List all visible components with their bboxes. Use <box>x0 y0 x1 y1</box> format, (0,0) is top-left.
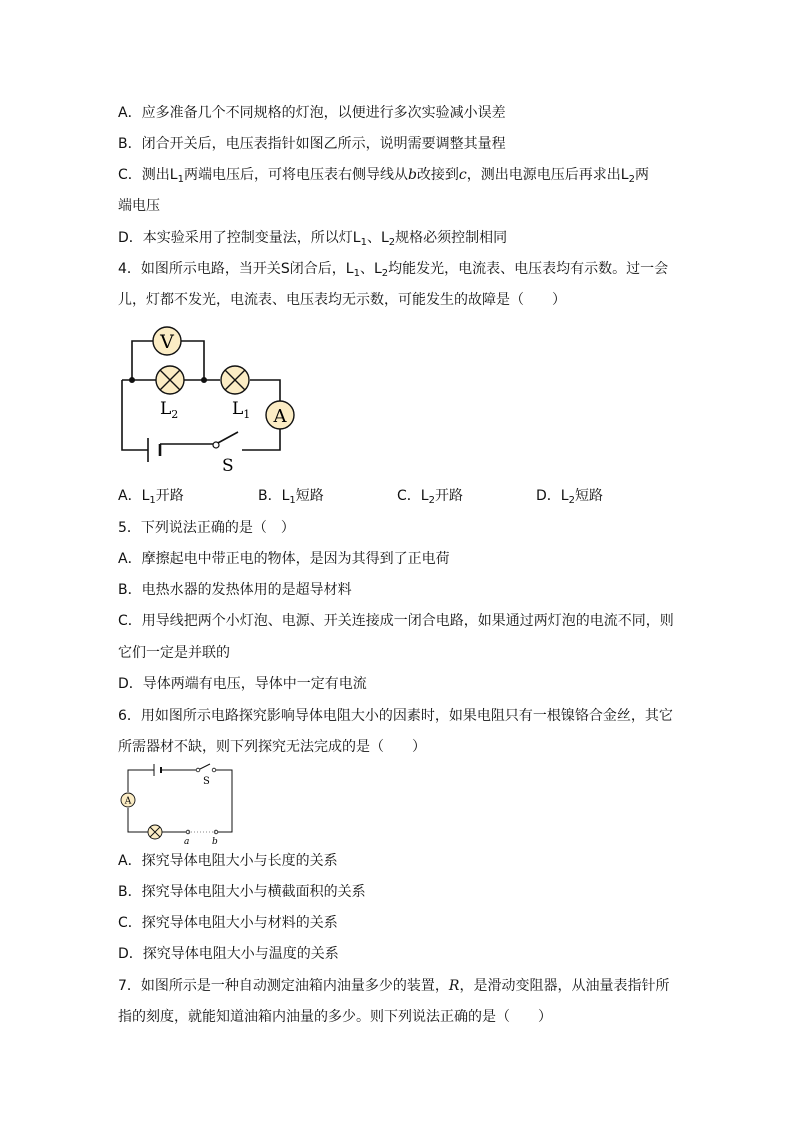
switch-small-label: S <box>203 776 210 787</box>
q6-circuit-diagram <box>118 762 242 848</box>
ammeter-icon <box>266 401 294 429</box>
q3-option-b: B．闭合开关后，电压表指针如图乙所示，说明需要调整其量程 <box>118 136 506 152</box>
q6-option-c: C．探究导体电阻大小与材料的关系 <box>118 915 338 931</box>
q3-option-a: A．应多准备几个不同规格的灯泡，以便进行多次实验减小误差 <box>118 105 506 121</box>
q4-option-b: B．$L_1$短路 <box>258 488 324 506</box>
q6-stem-line1: 6．用如图所示电路探究影响导体电阻大小的因素时，如果电阻只有一根镍铬合金丝，其它 <box>118 708 673 724</box>
q4-circuit-diagram <box>110 320 310 480</box>
ammeter-small-icon <box>121 793 135 807</box>
lamp-l1-icon <box>221 366 249 394</box>
voltmeter-icon <box>153 327 181 355</box>
q4-stem-line2: 儿，灯都不发光，电流表、电压表均无示数，可能发生的故障是（ ） <box>118 292 566 308</box>
q4-stem-line1: 4．如图所示电路，当开关S闭合后，$L_1$、$L_2$均能发光，电流表、电压表均有示数。过一会 <box>118 261 669 279</box>
ammeter-small-label: A <box>124 796 132 807</box>
lamp-l2-label: $L_2$ <box>160 399 179 421</box>
q3-option-d: D．本实验采用了控制变量法，所以灯$L_1$、$L_2$规格必须控制相同 <box>118 230 508 248</box>
point-a-label: a <box>184 837 190 847</box>
q6-option-b: B．探究导体电阻大小与横截面积的关系 <box>118 884 366 900</box>
q3-option-c-line1: C．测出$L_1$两端电压后，可将电压表右侧导线从b改接到c，测出电源电压后再求出$L_2$两 <box>118 167 649 185</box>
ammeter-label: A <box>273 406 287 427</box>
lamp-l2-icon <box>156 366 184 394</box>
q4-option-d: D．$L_2$短路 <box>536 488 603 506</box>
lamp-small-icon <box>148 825 162 839</box>
q4-option-a: A．$L_1$开路 <box>118 488 184 506</box>
q6-stem-line2: 所需器材不缺，则下列探究无法完成的是（ ） <box>118 739 426 755</box>
voltmeter-label: V <box>160 331 174 353</box>
q6-option-d: D．探究导体电阻大小与温度的关系 <box>118 946 339 962</box>
q5-stem: 5．下列说法正确的是（ ） <box>118 520 295 536</box>
q5-option-d: D．导体两端有电压，导体中一定有电流 <box>118 676 367 692</box>
q7-stem-line1: 7．如图所示是一种自动测定油箱内油量多少的装置，R，是滑动变阻器，从油量表指针所 <box>118 978 670 994</box>
q3-option-c-line2: 端电压 <box>118 198 160 214</box>
lamp-l1-label: $L_1$ <box>232 399 251 421</box>
point-b-label: b <box>212 837 218 847</box>
q6-option-a: A．探究导体电阻大小与长度的关系 <box>118 853 338 869</box>
q5-option-c-line2: 它们一定是并联的 <box>118 645 230 661</box>
q5-option-a: A．摩擦起电中带正电的物体，是因为其得到了正电荷 <box>118 551 450 567</box>
q5-option-b: B．电热水器的发热体用的是超导材料 <box>118 582 352 598</box>
q5-option-c-line1: C．用导线把两个小灯泡、电源、开关连接成一闭合电路，如果通过两灯泡的电流不同，则 <box>118 613 674 629</box>
switch-label: S <box>222 456 234 476</box>
q4-option-c: C．$L_2$开路 <box>397 488 463 506</box>
q7-stem-line2: 指的刻度，就能知道油箱内油量的多少。则下列说法正确的是（ ） <box>118 1009 552 1025</box>
